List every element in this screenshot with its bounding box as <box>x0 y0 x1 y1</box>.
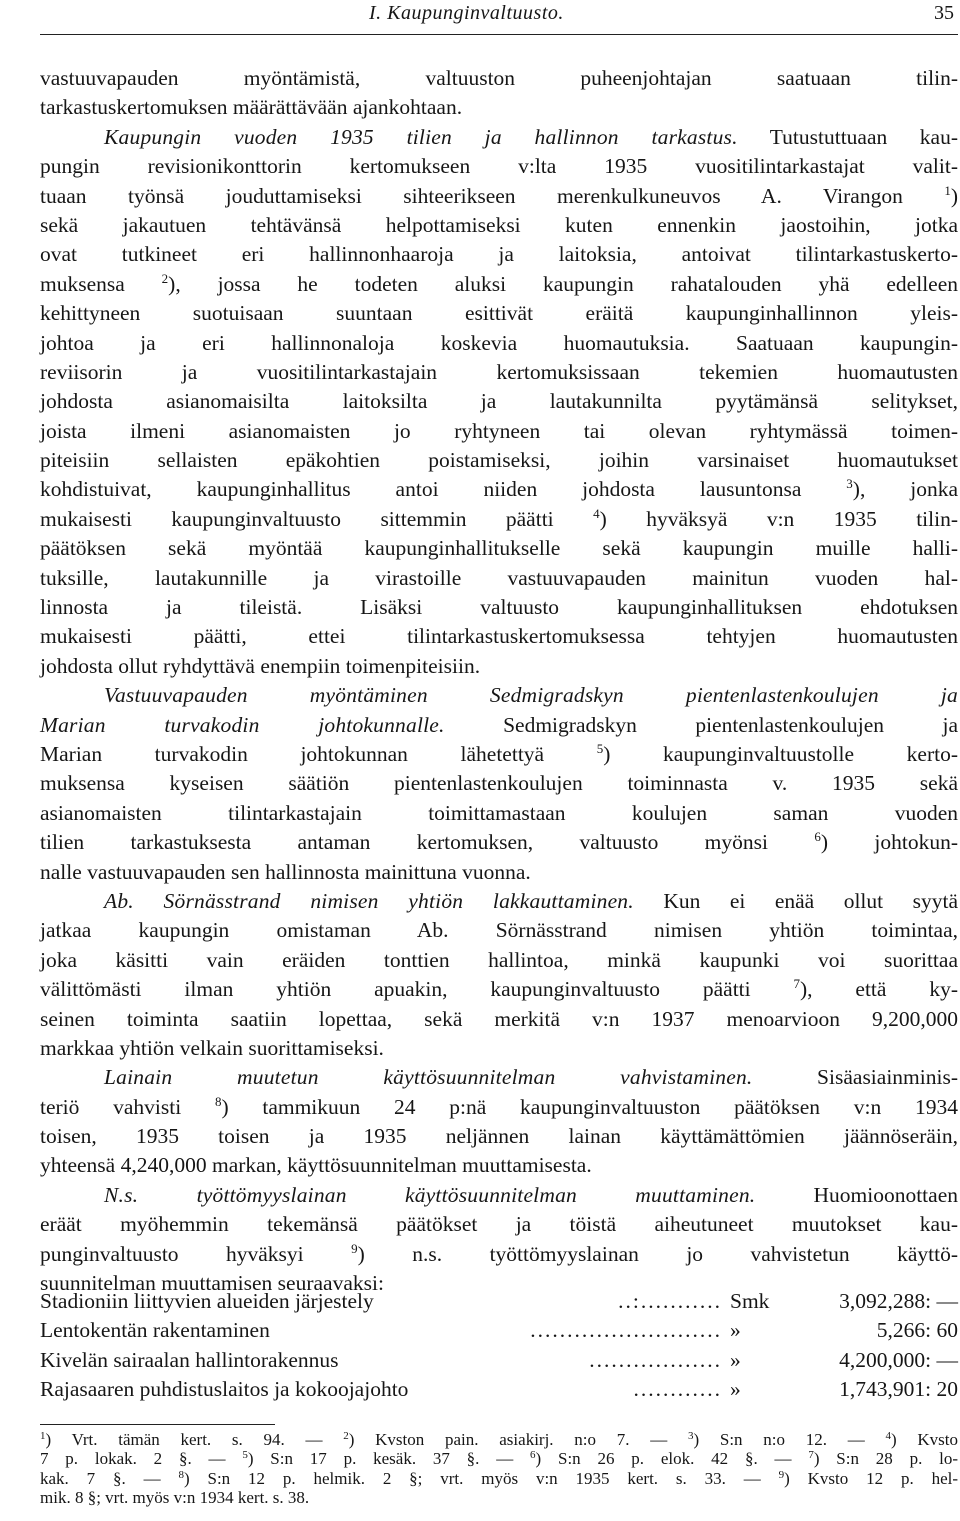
text-run: johdosta asianomaisilta laitoksilta ja lautakunnilta pyytämänsä selitykset, <box>40 389 958 414</box>
text-run: toisen, 1935 toisen ja 1935 neljännen lainan käyttämättömien jäännöseräin, <box>40 1124 958 1149</box>
dot-leader: .................. <box>589 1347 722 1372</box>
text-run: markkaa yhtiön velkain suorittamiseksi. <box>40 1035 384 1060</box>
footnote-ref: 4 <box>885 1430 891 1442</box>
allocation-amount: 3,092,288: — <box>839 1289 958 1313</box>
text-line <box>40 446 958 475</box>
footnote-line <box>40 1469 958 1488</box>
footnote-ref: 4 <box>593 505 600 521</box>
text-run: jatkaa kaupungin omistaman Ab. Sörnässtrand nimisen yhtiön toimintaa, <box>40 918 958 943</box>
text-line <box>40 270 958 299</box>
text-line <box>40 1181 958 1210</box>
text-line <box>40 1005 958 1034</box>
text-run: kohdistuivat, kaupunginhallitus antoi niiden johdosta lausuntonsa <box>40 477 847 502</box>
text-line <box>40 152 958 181</box>
paragraph <box>40 681 958 887</box>
footnote-ref: 7 <box>793 976 800 992</box>
currency-unit: » <box>730 1377 741 1402</box>
text-line <box>40 564 958 593</box>
text-run: ) <box>950 183 958 208</box>
text-line <box>40 887 958 916</box>
allocation-row <box>40 1287 958 1316</box>
running-title: I. Kaupunginvaltuusto. <box>369 2 564 24</box>
text-run: ) Kvsto <box>891 1430 959 1449</box>
currency-unit: » <box>730 1318 741 1343</box>
text-line <box>40 387 958 416</box>
text-line <box>40 769 958 798</box>
footnote-ref: 1 <box>40 1430 46 1442</box>
text-line <box>40 64 958 93</box>
header-rule <box>40 34 958 35</box>
paragraph <box>40 64 958 123</box>
text-run: mik. 8 §; vrt. myös v:n 1934 kert. s. 38. <box>40 1488 310 1508</box>
text-line <box>40 329 958 358</box>
footnote-line <box>40 1488 958 1507</box>
footnote-ref: 7 <box>808 1449 814 1462</box>
footnote-ref: 8 <box>178 1468 184 1481</box>
footnote-ref: 3 <box>687 1430 694 1442</box>
text-line <box>40 358 958 387</box>
text-run: muksensa <box>40 271 162 296</box>
text-run: Kun ei enää ollut syytä <box>633 888 958 913</box>
text-run: ), jonka <box>852 477 958 502</box>
paragraph <box>40 1063 958 1181</box>
text-line <box>40 299 958 328</box>
section-heading: Kaupungin vuoden 1935 tilien ja hallinnon tarkastus. <box>104 124 738 149</box>
footnote-line <box>40 1430 958 1449</box>
footnote-ref: 2 <box>343 1430 349 1442</box>
body-text <box>40 64 958 1298</box>
text-run: ) S:n 26 p. elok. 42 §. — <box>535 1449 809 1469</box>
allocation-amount: 1,743,901: 20 <box>839 1377 958 1402</box>
paragraph <box>40 887 958 1063</box>
text-run: vastuuvapauden myöntämistä, valtuuston puheenjohtajan saatuaan tilin- <box>40 66 958 90</box>
footnote-ref: 6 <box>814 829 821 845</box>
text-line <box>40 975 958 1004</box>
text-line <box>40 916 958 945</box>
footnote-ref: 1 <box>944 182 951 198</box>
page-header <box>40 0 958 26</box>
footnotes <box>40 1430 958 1508</box>
text-line <box>40 858 958 887</box>
text-run: tarkastuskertomuksen määrättävään ajankohtaan. <box>40 95 463 120</box>
text-run: mukaisesti kaupunginvaltuusto sittemmin päätti <box>40 506 594 531</box>
text-run: 7 p. lokak. 2 §. — <box>40 1449 243 1469</box>
text-run: Sisäasiainminis- <box>752 1065 958 1090</box>
text-line <box>40 1063 958 1092</box>
currency-unit: » <box>730 1347 741 1372</box>
text-line <box>40 593 958 622</box>
allocation-label: Stadioniin liittyvien alueiden järjestely <box>40 1289 374 1313</box>
allocation-row <box>40 1346 958 1375</box>
text-run: Sedmigradskyn pientenlastenkoulujen ja <box>444 712 958 737</box>
text-run: ) hyväksyä v:n 1935 tilin- <box>599 506 958 531</box>
text-run: tuksille, lautakunnille ja virastoille vastuuvapauden mainitun vuoden hal- <box>40 565 958 590</box>
allocation-amount: 4,200,000: — <box>839 1347 958 1372</box>
text-run: Huomioonottaen <box>755 1182 958 1207</box>
footnote-ref: 9 <box>351 1240 358 1256</box>
allocation-table <box>40 1287 958 1405</box>
text-line <box>40 1151 958 1180</box>
text-line <box>40 711 958 740</box>
text-line <box>40 534 958 563</box>
text-line <box>40 1034 958 1063</box>
text-run: ) S:n n:o 12. — <box>693 1430 886 1449</box>
allocation-row <box>40 1316 958 1345</box>
text-run: joka käsitti vain eräiden tonttien hallintoa, minkä kaupunki voi suorittaa <box>40 947 958 972</box>
text-run: kehittyneen suotuisaan suuntaan esittivät eräitä kaupunginhallinnon yleis- <box>40 301 958 326</box>
text-run: johdosta ollut ryhdyttävä enempiin toimenpiteisiin. <box>40 653 481 678</box>
text-run: ) S:n 12 p. helmik. 2 §; vrt. myös v:n 1935 kert. s. 33. — <box>183 1468 779 1488</box>
allocation-amount: 5,266: 60 <box>876 1318 958 1343</box>
paragraph <box>40 1181 958 1299</box>
text-run: välittömästi ilman yhtiön apuakin, kaupunginvaltuusto päätti <box>40 977 794 1002</box>
text-line <box>40 1210 958 1239</box>
text-run: päätöksen sekä myöntää kaupunginhallitukselle sekä kaupungin muille halli- <box>40 536 958 561</box>
text-line <box>40 681 958 710</box>
text-line <box>40 475 958 504</box>
footnote-ref: 2 <box>161 270 169 286</box>
section-heading: Ab. Sörnässtrand nimisen yhtiön lakkauttaminen. <box>104 888 634 913</box>
document-page <box>40 0 959 1508</box>
text-run: punginvaltuusto hyväksyi <box>40 1241 352 1266</box>
text-run: kak. 7 §. — <box>40 1468 179 1488</box>
text-run: nalle vastuuvapauden sen hallinnosta mainittuna vuonna. <box>40 859 531 884</box>
text-line <box>40 1093 958 1122</box>
text-run: ) kaupunginvaltuustolle kerto- <box>603 741 958 766</box>
text-run: linnosta ja tileistä. Lisäksi valtuusto kaupunginhallituksen ehdotuksen <box>40 595 958 620</box>
text-line <box>40 946 958 975</box>
text-run: ), että ky- <box>800 977 958 1002</box>
footnote-ref: 5 <box>596 740 604 756</box>
dot-leader: ............ <box>633 1377 722 1402</box>
text-run: Tutustuttuaan kau- <box>737 124 958 149</box>
text-run: teriö vahvisti <box>40 1094 215 1119</box>
text-line <box>40 93 958 122</box>
text-run: pungin revisionikonttorin kertomukseen v:lta 1935 vuositilintarkastajat valit- <box>40 154 958 179</box>
section-heading: Lainain muutetun käyttösuunnitelman vahvistaminen. <box>104 1065 753 1090</box>
text-run: Marian turvakodin johtokunnan lähetettyä <box>40 741 597 766</box>
text-run: tilien tarkastuksesta antaman kertomuksen, valtuusto myönsi <box>40 830 815 855</box>
text-line <box>40 417 958 446</box>
text-run: ) n.s. työttömyyslainan jo vahvistetun käyttö- <box>357 1241 958 1266</box>
allocation-row <box>40 1375 958 1404</box>
text-line <box>40 123 958 152</box>
text-run: sekä jakautuen tehtävänsä helpottamiseksi kuten ennenkin jaostoihin, jotka <box>40 212 958 237</box>
footnote-rule <box>40 1424 275 1425</box>
currency-unit: Smk <box>730 1289 770 1313</box>
text-run: ) Vrt. tämän kert. s. 94. — <box>45 1430 344 1449</box>
allocation-label: Kivelän sairaalan hallintorakennus <box>40 1347 339 1372</box>
text-run: piteisiin sellaisten epäkohtien poistamiseksi, joihin varsinaiset huomautukset <box>40 448 958 473</box>
text-run: ) tammikuun 24 p:nä kaupunginvaltuuston päätöksen v:n 1934 <box>221 1094 958 1119</box>
footnote-ref: 6 <box>530 1449 536 1462</box>
text-line <box>40 622 958 651</box>
text-run: ) S:n 17 p. kesäk. 37 §. — <box>247 1449 531 1469</box>
text-run: johtoa ja eri hallinnonaloja koskevia huomautuksia. Saatuaan kaupungin- <box>40 330 958 355</box>
text-line <box>40 505 958 534</box>
text-line <box>40 1122 958 1151</box>
allocation-label: Rajasaaren puhdistuslaitos ja kokoojajohto <box>40 1377 409 1402</box>
text-line <box>40 211 958 240</box>
text-run: reviisorin ja vuositilintarkastajain kertomuksissaan tekemien huomautusten <box>40 359 958 384</box>
text-line <box>40 240 958 269</box>
text-run: ) Kvsto 12 p. hel- <box>784 1468 958 1488</box>
text-run: asianomaisten tilintarkastajain toimittamastaan koulujen saman vuoden <box>40 800 958 825</box>
section-heading: N.s. työttömyyslainan käyttösuunnitelman muuttaminen. <box>104 1182 756 1207</box>
dot-leader: .......................... <box>530 1318 722 1343</box>
text-line <box>40 1240 958 1269</box>
text-run: mukaisesti päätti, ettei tilintarkastuskertomuksessa tehtyjen huomautusten <box>40 624 958 649</box>
text-run: tuaan työnsä jouduttamiseksi sihteerikseen merenkulkuneuvos A. Virangon <box>40 183 945 208</box>
text-run: ovat tutkineet eri hallinnonhaaroja ja laitoksia, antoivat tilintarkastuskerto- <box>40 242 958 267</box>
section-heading: Marian turvakodin johtokunnalle. <box>40 712 445 737</box>
text-run: ) johtokun- <box>820 830 958 855</box>
footnote-ref: 5 <box>242 1449 248 1462</box>
text-line <box>40 652 958 681</box>
footnote-ref: 9 <box>778 1468 785 1481</box>
page-number: 35 <box>934 2 954 24</box>
footnote-ref: 3 <box>846 476 853 492</box>
text-line <box>40 182 958 211</box>
section-heading: Vastuuvapauden myöntäminen Sedmigradskyn pientenlastenkoulujen ja <box>104 683 958 708</box>
paragraph <box>40 123 958 681</box>
text-run: ) Kvston pain. asiakirj. n:o 7. — <box>348 1430 688 1449</box>
text-line <box>40 740 958 769</box>
text-run: yhteensä 4,240,000 markan, käyttösuunnitelman muuttamisesta. <box>40 1153 592 1178</box>
text-run: eräät myöhemmin tekemänsä päätökset ja töistä aiheutuneet muutokset kau- <box>40 1212 958 1237</box>
text-run: seinen toiminta saatiin lopettaa, sekä merkitä v:n 1937 menoarvioon 9,200,000 <box>40 1006 958 1031</box>
text-run: muksensa kyseisen säätiön pientenlastenkoulujen toiminnasta v. 1935 sekä <box>40 771 958 796</box>
text-run: suunnitelman muuttamisen seuraavaksi: <box>40 1271 384 1296</box>
dot-leader: ..:........... <box>618 1289 722 1313</box>
text-run: joista ilmeni asianomaisten jo ryhtyneen tai olevan ryhtymässä toimen- <box>40 418 958 443</box>
text-run: ), jossa he todeten aluksi kaupungin rahatalouden yhä edelleen <box>168 271 959 296</box>
footnote-ref: 8 <box>214 1093 222 1109</box>
text-line <box>40 799 958 828</box>
footnote-line <box>40 1449 958 1468</box>
text-line <box>40 828 958 857</box>
allocation-label: Lentokentän rakentaminen <box>40 1318 270 1343</box>
text-run: ) S:n 28 p. lo- <box>813 1449 959 1469</box>
